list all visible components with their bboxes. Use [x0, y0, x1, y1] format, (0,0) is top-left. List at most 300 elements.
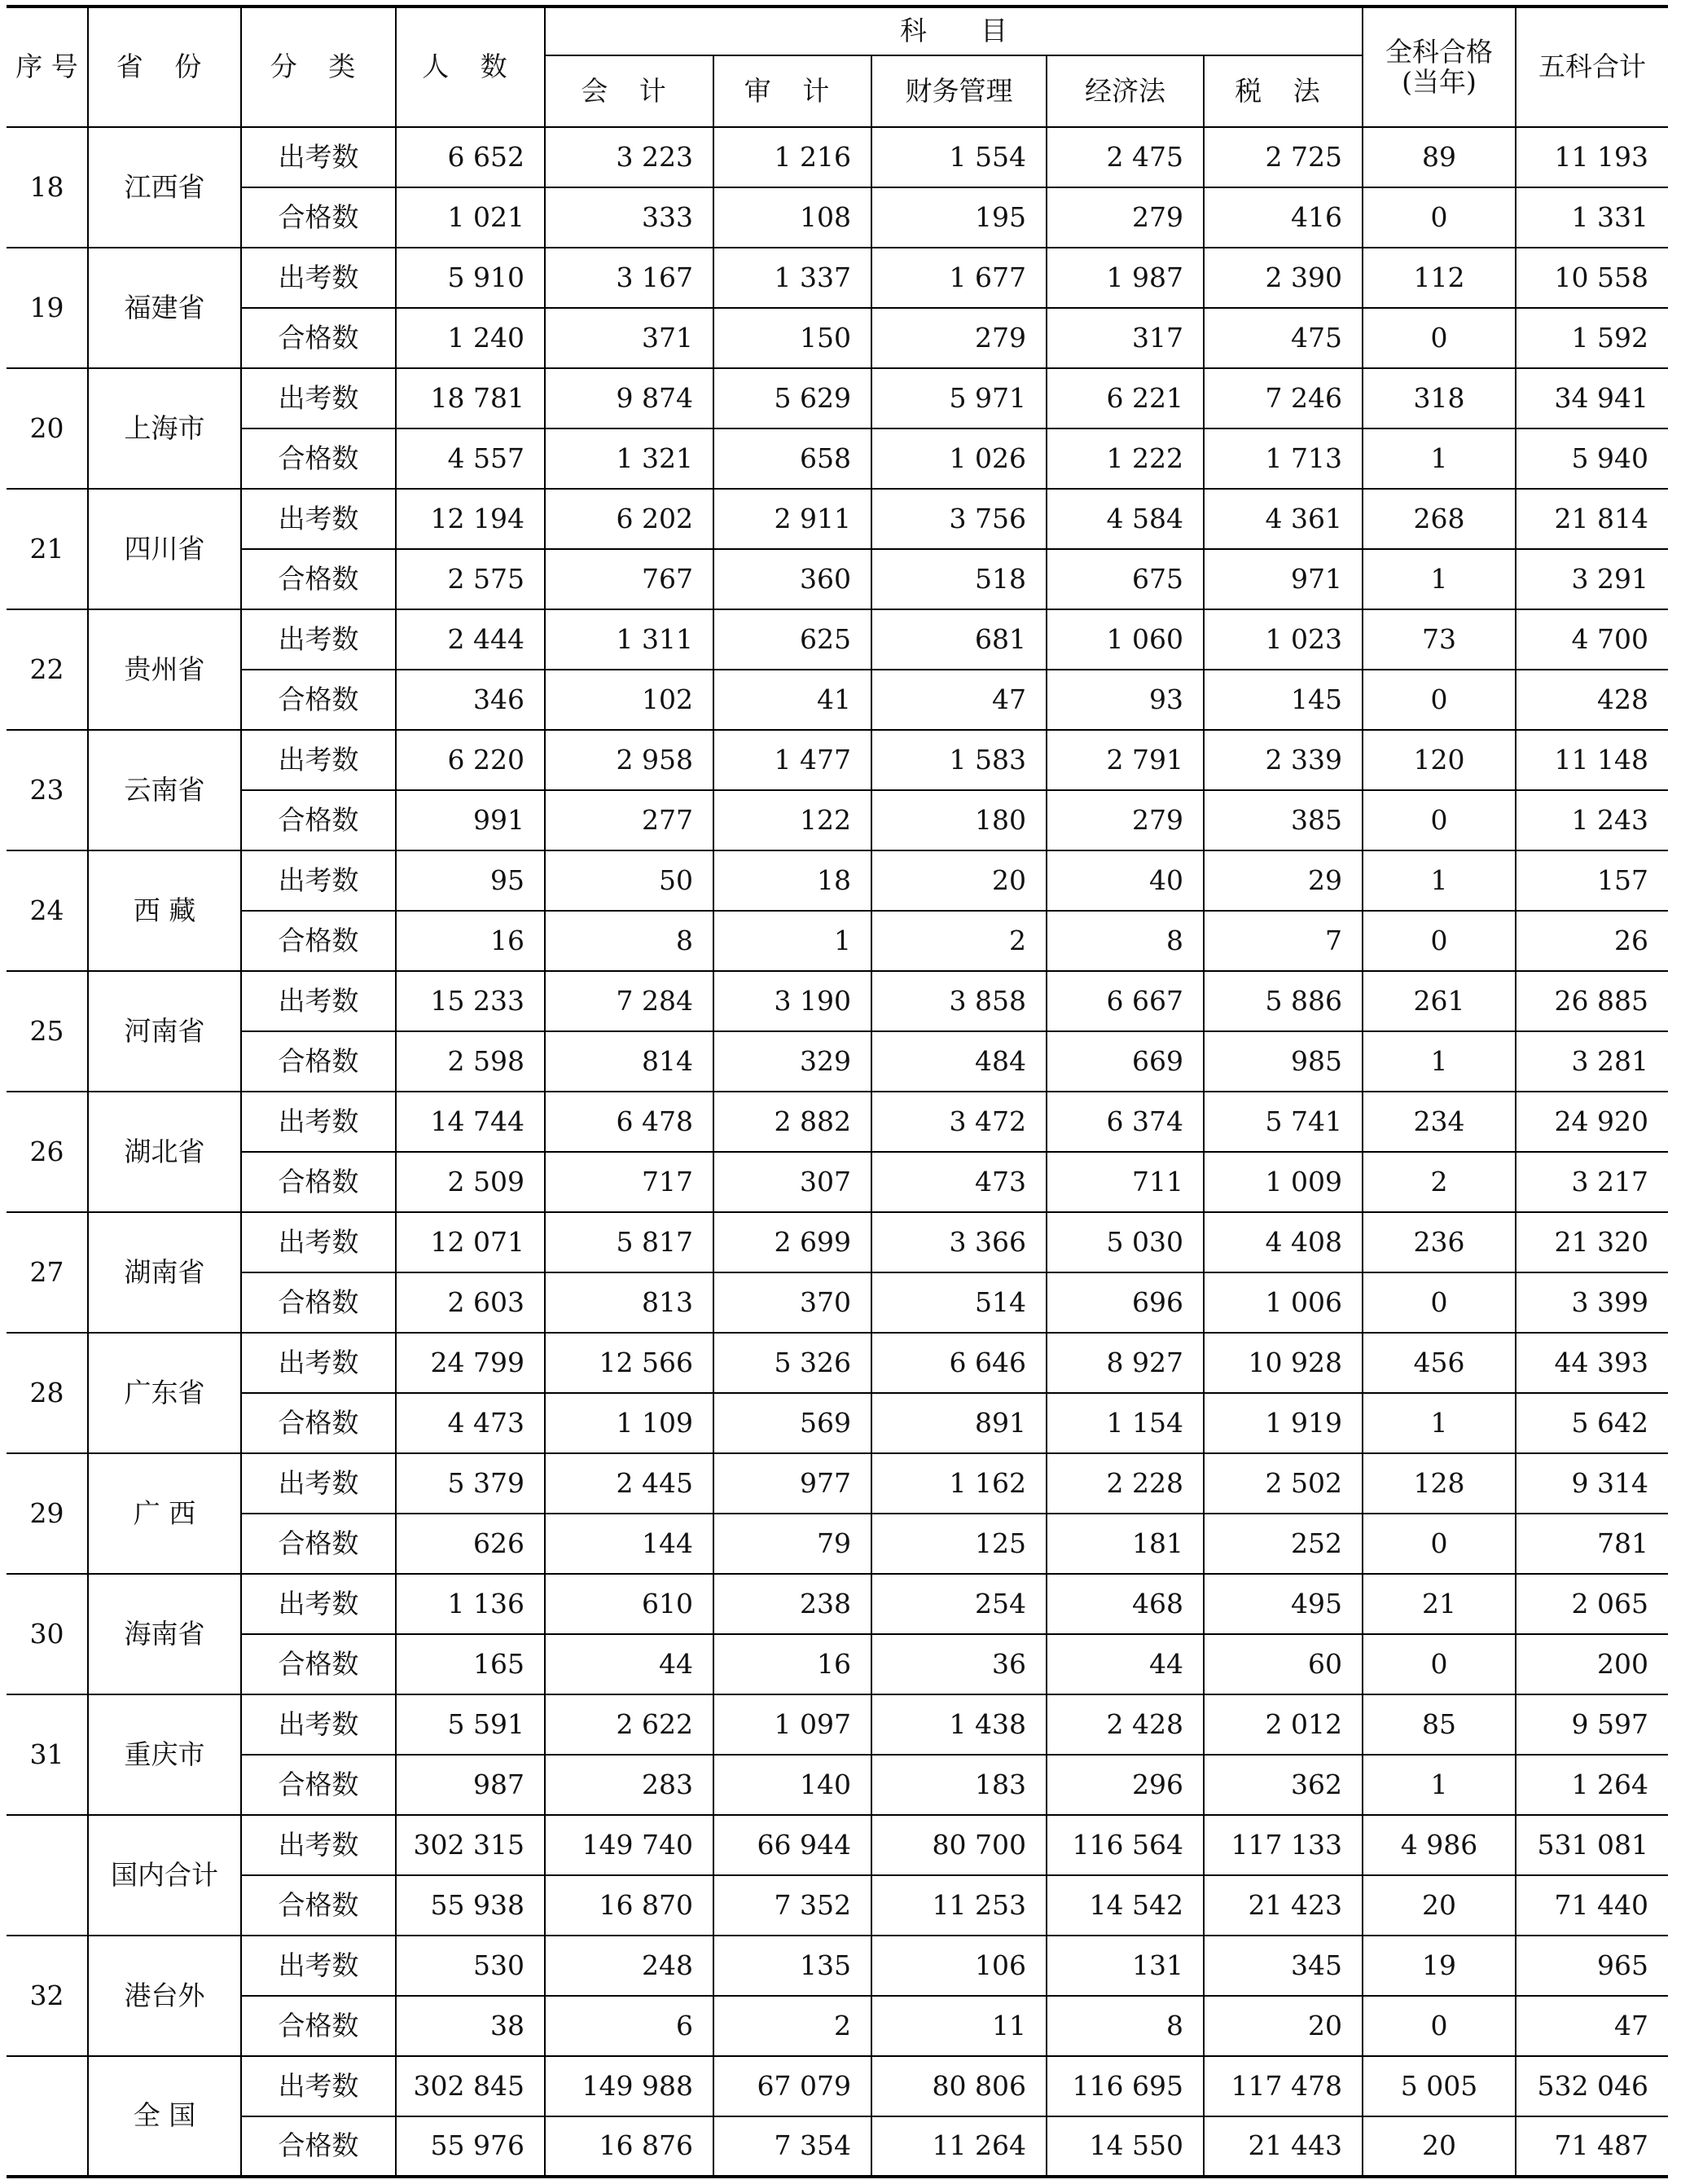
- cell-people-count: 302 315: [396, 1815, 545, 1875]
- cell-five-subject-total: 71 487: [1516, 2116, 1668, 2177]
- cell-economic-law: 2 475: [1047, 127, 1204, 187]
- cell-tax-law: 21 423: [1204, 1875, 1363, 1936]
- cell-financial-management: 80 806: [871, 2056, 1047, 2116]
- table-row: [7, 127, 1668, 187]
- cell-all-pass-count: 1: [1363, 549, 1516, 609]
- cell-economic-law: 1 154: [1047, 1393, 1204, 1453]
- cell-financial-management: 106: [871, 1936, 1047, 1996]
- category-sit-count: 出考数: [241, 971, 396, 1031]
- table-row: [7, 1755, 1668, 1815]
- category-pass-count: 合格数: [241, 187, 396, 248]
- cell-five-subject-total: 3 291: [1516, 549, 1668, 609]
- cell-people-count: 1 136: [396, 1574, 545, 1634]
- cell-economic-law: 14 542: [1047, 1875, 1204, 1936]
- cell-people-count: 24 799: [396, 1333, 545, 1393]
- cell-five-subject-total: 9 597: [1516, 1694, 1668, 1755]
- category-pass-count: 合格数: [241, 2116, 396, 2177]
- cell-audit: 79: [713, 1514, 871, 1574]
- table-row: [7, 1031, 1668, 1092]
- cell-accounting: 149 740: [545, 1815, 713, 1875]
- cell-audit: 977: [713, 1453, 871, 1514]
- cell-people-count: 302 845: [396, 2056, 545, 2116]
- header-subject-accounting: 会 计: [545, 55, 713, 127]
- cell-people-count: 95: [396, 850, 545, 911]
- cell-financial-management: 518: [871, 549, 1047, 609]
- row-seq: 20: [7, 368, 88, 489]
- cell-people-count: 2 444: [396, 609, 545, 670]
- row-seq: 18: [7, 127, 88, 248]
- cell-financial-management: 11 264: [871, 2116, 1047, 2177]
- cell-five-subject-total: 4 700: [1516, 609, 1668, 670]
- cell-all-pass-count: 112: [1363, 248, 1516, 308]
- cell-audit: 18: [713, 850, 871, 911]
- cell-accounting: 5 817: [545, 1212, 713, 1272]
- cell-accounting: 2 622: [545, 1694, 713, 1755]
- header-seq: 序 号: [7, 7, 88, 127]
- cell-audit: 135: [713, 1936, 871, 1996]
- cell-economic-law: 6 221: [1047, 368, 1204, 428]
- cell-economic-law: 44: [1047, 1634, 1204, 1694]
- cell-tax-law: 385: [1204, 790, 1363, 850]
- cell-five-subject-total: 1 331: [1516, 187, 1668, 248]
- row-province: 广东省: [88, 1333, 241, 1453]
- cell-accounting: 6 202: [545, 489, 713, 549]
- cell-tax-law: 475: [1204, 308, 1363, 368]
- cell-audit: 150: [713, 308, 871, 368]
- cell-audit: 307: [713, 1152, 871, 1212]
- cell-economic-law: 279: [1047, 790, 1204, 850]
- cell-economic-law: 696: [1047, 1272, 1204, 1333]
- cell-all-pass-count: 89: [1363, 127, 1516, 187]
- table-row: [7, 248, 1668, 308]
- table-row: [7, 850, 1668, 911]
- cell-tax-law: 21 443: [1204, 2116, 1363, 2177]
- exam-statistics-table: [7, 5, 1668, 2178]
- cell-financial-management: 484: [871, 1031, 1047, 1092]
- row-province: 广 西: [88, 1453, 241, 1574]
- table-row: [7, 1272, 1668, 1333]
- cell-financial-management: 1 026: [871, 428, 1047, 489]
- cell-economic-law: 116 695: [1047, 2056, 1204, 2116]
- row-seq: 24: [7, 850, 88, 971]
- cell-all-pass-count: 128: [1363, 1453, 1516, 1514]
- cell-economic-law: 2 791: [1047, 730, 1204, 790]
- cell-five-subject-total: 532 046: [1516, 2056, 1668, 2116]
- cell-audit: 569: [713, 1393, 871, 1453]
- cell-audit: 5 326: [713, 1333, 871, 1393]
- cell-economic-law: 181: [1047, 1514, 1204, 1574]
- cell-accounting: 610: [545, 1574, 713, 1634]
- cell-audit: 41: [713, 670, 871, 730]
- header-subject-finance: 财务管理: [871, 55, 1047, 127]
- cell-tax-law: 145: [1204, 670, 1363, 730]
- row-seq: 21: [7, 489, 88, 609]
- row-province: 国内合计: [88, 1815, 241, 1936]
- table-row: [7, 1393, 1668, 1453]
- cell-all-pass-count: 1: [1363, 428, 1516, 489]
- cell-audit: 2: [713, 1996, 871, 2056]
- cell-audit: 370: [713, 1272, 871, 1333]
- cell-financial-management: 3 366: [871, 1212, 1047, 1272]
- cell-accounting: 12 566: [545, 1333, 713, 1393]
- cell-financial-management: 681: [871, 609, 1047, 670]
- cell-people-count: 12 194: [396, 489, 545, 549]
- cell-tax-law: 971: [1204, 549, 1363, 609]
- cell-accounting: 6 478: [545, 1092, 713, 1152]
- cell-accounting: 102: [545, 670, 713, 730]
- cell-accounting: 371: [545, 308, 713, 368]
- cell-people-count: 5 379: [396, 1453, 545, 1514]
- cell-all-pass-count: 456: [1363, 1333, 1516, 1393]
- cell-five-subject-total: 44 393: [1516, 1333, 1668, 1393]
- table-row: [7, 1453, 1668, 1514]
- cell-five-subject-total: 5 642: [1516, 1393, 1668, 1453]
- category-sit-count: 出考数: [241, 489, 396, 549]
- cell-all-pass-count: 0: [1363, 1996, 1516, 2056]
- table-row: [7, 1634, 1668, 1694]
- cell-economic-law: 4 584: [1047, 489, 1204, 549]
- row-seq: 28: [7, 1333, 88, 1453]
- cell-tax-law: 7: [1204, 911, 1363, 971]
- cell-financial-management: 1 162: [871, 1453, 1047, 1514]
- cell-audit: 3 190: [713, 971, 871, 1031]
- cell-people-count: 5 591: [396, 1694, 545, 1755]
- category-pass-count: 合格数: [241, 1755, 396, 1815]
- cell-economic-law: 5 030: [1047, 1212, 1204, 1272]
- cell-economic-law: 2 428: [1047, 1694, 1204, 1755]
- category-pass-count: 合格数: [241, 911, 396, 971]
- cell-financial-management: 3 472: [871, 1092, 1047, 1152]
- cell-accounting: 283: [545, 1755, 713, 1815]
- cell-financial-management: 254: [871, 1574, 1047, 1634]
- cell-economic-law: 669: [1047, 1031, 1204, 1092]
- cell-accounting: 44: [545, 1634, 713, 1694]
- cell-audit: 1 337: [713, 248, 871, 308]
- table-row: [7, 428, 1668, 489]
- cell-financial-management: 6 646: [871, 1333, 1047, 1393]
- cell-five-subject-total: 1 264: [1516, 1755, 1668, 1815]
- table-row: [7, 1815, 1668, 1875]
- category-sit-count: 出考数: [241, 1694, 396, 1755]
- category-pass-count: 合格数: [241, 308, 396, 368]
- category-pass-count: 合格数: [241, 549, 396, 609]
- header-subjects-group: 科 目: [545, 7, 1363, 55]
- cell-tax-law: 10 928: [1204, 1333, 1363, 1393]
- cell-accounting: 16 870: [545, 1875, 713, 1936]
- row-province: 湖南省: [88, 1212, 241, 1333]
- category-sit-count: 出考数: [241, 2056, 396, 2116]
- cell-tax-law: 5 886: [1204, 971, 1363, 1031]
- category-sit-count: 出考数: [241, 248, 396, 308]
- cell-financial-management: 11 253: [871, 1875, 1047, 1936]
- cell-all-pass-count: 0: [1363, 1272, 1516, 1333]
- cell-people-count: 55 976: [396, 2116, 545, 2177]
- table-row: [7, 1694, 1668, 1755]
- cell-all-pass-count: 0: [1363, 670, 1516, 730]
- cell-tax-law: 117 478: [1204, 2056, 1363, 2116]
- category-sit-count: 出考数: [241, 1333, 396, 1393]
- cell-accounting: 1 109: [545, 1393, 713, 1453]
- cell-financial-management: 1 438: [871, 1694, 1047, 1755]
- row-seq: 19: [7, 248, 88, 368]
- cell-economic-law: 8: [1047, 911, 1204, 971]
- cell-economic-law: 1 222: [1047, 428, 1204, 489]
- row-seq: 23: [7, 730, 88, 850]
- table-row: [7, 1996, 1668, 2056]
- cell-economic-law: 40: [1047, 850, 1204, 911]
- table-row: [7, 1875, 1668, 1936]
- cell-financial-management: 514: [871, 1272, 1047, 1333]
- category-sit-count: 出考数: [241, 609, 396, 670]
- category-pass-count: 合格数: [241, 790, 396, 850]
- category-sit-count: 出考数: [241, 368, 396, 428]
- cell-all-pass-count: 1: [1363, 1755, 1516, 1815]
- row-province: 湖北省: [88, 1092, 241, 1212]
- cell-all-pass-count: 0: [1363, 1514, 1516, 1574]
- cell-economic-law: 8: [1047, 1996, 1204, 2056]
- cell-tax-law: 5 741: [1204, 1092, 1363, 1152]
- cell-accounting: 3 167: [545, 248, 713, 308]
- row-seq: 31: [7, 1694, 88, 1815]
- cell-all-pass-count: 1: [1363, 1393, 1516, 1453]
- cell-audit: 7 354: [713, 2116, 871, 2177]
- category-sit-count: 出考数: [241, 1092, 396, 1152]
- cell-financial-management: 11: [871, 1996, 1047, 2056]
- cell-audit: 1 216: [713, 127, 871, 187]
- cell-five-subject-total: 157: [1516, 850, 1668, 911]
- table-row: [7, 790, 1668, 850]
- cell-people-count: 16: [396, 911, 545, 971]
- cell-five-subject-total: 9 314: [1516, 1453, 1668, 1514]
- cell-audit: 2 699: [713, 1212, 871, 1272]
- cell-audit: 1 097: [713, 1694, 871, 1755]
- row-seq: [7, 1815, 88, 1936]
- table-row: [7, 187, 1668, 248]
- cell-economic-law: 14 550: [1047, 2116, 1204, 2177]
- cell-five-subject-total: 3 217: [1516, 1152, 1668, 1212]
- cell-all-pass-count: 0: [1363, 187, 1516, 248]
- cell-all-pass-count: 73: [1363, 609, 1516, 670]
- cell-people-count: 2 575: [396, 549, 545, 609]
- cell-people-count: 346: [396, 670, 545, 730]
- row-province: 西 藏: [88, 850, 241, 971]
- category-pass-count: 合格数: [241, 670, 396, 730]
- table-row: [7, 2116, 1668, 2177]
- cell-five-subject-total: 71 440: [1516, 1875, 1668, 1936]
- cell-all-pass-count: 1: [1363, 850, 1516, 911]
- row-seq: 27: [7, 1212, 88, 1333]
- cell-economic-law: 317: [1047, 308, 1204, 368]
- cell-tax-law: 117 133: [1204, 1815, 1363, 1875]
- category-pass-count: 合格数: [241, 428, 396, 489]
- cell-tax-law: 1 009: [1204, 1152, 1363, 1212]
- cell-all-pass-count: 120: [1363, 730, 1516, 790]
- table-row: [7, 1152, 1668, 1212]
- cell-five-subject-total: 5 940: [1516, 428, 1668, 489]
- cell-audit: 122: [713, 790, 871, 850]
- cell-five-subject-total: 26 885: [1516, 971, 1668, 1031]
- table-header: [7, 7, 1668, 127]
- table-row: [7, 489, 1668, 549]
- cell-financial-management: 47: [871, 670, 1047, 730]
- row-seq: 25: [7, 971, 88, 1092]
- table-row: [7, 549, 1668, 609]
- category-pass-count: 合格数: [241, 1634, 396, 1694]
- cell-all-pass-count: 20: [1363, 1875, 1516, 1936]
- cell-economic-law: 93: [1047, 670, 1204, 730]
- cell-people-count: 38: [396, 1996, 545, 2056]
- cell-financial-management: 1 583: [871, 730, 1047, 790]
- cell-accounting: 9 874: [545, 368, 713, 428]
- cell-people-count: 2 598: [396, 1031, 545, 1092]
- cell-financial-management: 3 858: [871, 971, 1047, 1031]
- cell-accounting: 2 445: [545, 1453, 713, 1514]
- cell-financial-management: 1 554: [871, 127, 1047, 187]
- table-row: [7, 368, 1668, 428]
- cell-five-subject-total: 3 399: [1516, 1272, 1668, 1333]
- table-row: [7, 1333, 1668, 1393]
- cell-five-subject-total: 781: [1516, 1514, 1668, 1574]
- cell-audit: 5 629: [713, 368, 871, 428]
- cell-financial-management: 3 756: [871, 489, 1047, 549]
- cell-tax-law: 495: [1204, 1574, 1363, 1634]
- cell-tax-law: 1 713: [1204, 428, 1363, 489]
- cell-audit: 16: [713, 1634, 871, 1694]
- category-pass-count: 合格数: [241, 1996, 396, 2056]
- row-seq: 26: [7, 1092, 88, 1212]
- cell-tax-law: 4 361: [1204, 489, 1363, 549]
- category-pass-count: 合格数: [241, 1152, 396, 1212]
- cell-all-pass-count: 318: [1363, 368, 1516, 428]
- category-sit-count: 出考数: [241, 1453, 396, 1514]
- cell-accounting: 50: [545, 850, 713, 911]
- cell-all-pass-count: 85: [1363, 1694, 1516, 1755]
- table-row: [7, 308, 1668, 368]
- cell-five-subject-total: 3 281: [1516, 1031, 1668, 1092]
- category-sit-count: 出考数: [241, 1212, 396, 1272]
- cell-all-pass-count: 19: [1363, 1936, 1516, 1996]
- cell-tax-law: 1 919: [1204, 1393, 1363, 1453]
- row-province: 港台外: [88, 1936, 241, 2056]
- cell-all-pass-count: 261: [1363, 971, 1516, 1031]
- cell-accounting: 814: [545, 1031, 713, 1092]
- table-row: [7, 1092, 1668, 1152]
- header-category: 分 类: [241, 7, 396, 127]
- category-sit-count: 出考数: [241, 850, 396, 911]
- cell-economic-law: 1 060: [1047, 609, 1204, 670]
- cell-audit: 66 944: [713, 1815, 871, 1875]
- header-people: 人 数: [396, 7, 545, 127]
- cell-five-subject-total: 1 243: [1516, 790, 1668, 850]
- header-subject-audit: 审 计: [713, 55, 871, 127]
- cell-tax-law: 4 408: [1204, 1212, 1363, 1272]
- cell-accounting: 1 311: [545, 609, 713, 670]
- cell-accounting: 6: [545, 1996, 713, 2056]
- cell-tax-law: 2 390: [1204, 248, 1363, 308]
- cell-tax-law: 7 246: [1204, 368, 1363, 428]
- header-subject-economic-law: 经济法: [1047, 55, 1204, 127]
- cell-five-subject-total: 24 920: [1516, 1092, 1668, 1152]
- cell-all-pass-count: 4 986: [1363, 1815, 1516, 1875]
- cell-economic-law: 6 667: [1047, 971, 1204, 1031]
- cell-people-count: 55 938: [396, 1875, 545, 1936]
- category-pass-count: 合格数: [241, 1875, 396, 1936]
- cell-audit: 329: [713, 1031, 871, 1092]
- cell-people-count: 2 509: [396, 1152, 545, 1212]
- row-province: 福建省: [88, 248, 241, 368]
- table-body: [7, 127, 1668, 2177]
- cell-five-subject-total: 200: [1516, 1634, 1668, 1694]
- cell-all-pass-count: 234: [1363, 1092, 1516, 1152]
- cell-audit: 108: [713, 187, 871, 248]
- category-pass-count: 合格数: [241, 1272, 396, 1333]
- header-subject-tax-law: 税 法: [1204, 55, 1363, 127]
- cell-people-count: 4 473: [396, 1393, 545, 1453]
- cell-tax-law: 1 006: [1204, 1272, 1363, 1333]
- cell-people-count: 14 744: [396, 1092, 545, 1152]
- cell-accounting: 813: [545, 1272, 713, 1333]
- cell-five-subject-total: 2 065: [1516, 1574, 1668, 1634]
- cell-audit: 238: [713, 1574, 871, 1634]
- cell-audit: 1: [713, 911, 871, 971]
- cell-economic-law: 8 927: [1047, 1333, 1204, 1393]
- cell-audit: 2 882: [713, 1092, 871, 1152]
- cell-financial-management: 183: [871, 1755, 1047, 1815]
- cell-accounting: 144: [545, 1514, 713, 1574]
- row-seq: 29: [7, 1453, 88, 1574]
- cell-five-subject-total: 11 193: [1516, 127, 1668, 187]
- cell-accounting: 767: [545, 549, 713, 609]
- cell-all-pass-count: 0: [1363, 308, 1516, 368]
- table-row: [7, 730, 1668, 790]
- cell-accounting: 1 321: [545, 428, 713, 489]
- cell-tax-law: 985: [1204, 1031, 1363, 1092]
- header-all-pass: 全科合格 (当年): [1363, 7, 1516, 127]
- cell-financial-management: 279: [871, 308, 1047, 368]
- row-province: 江西省: [88, 127, 241, 248]
- row-province: 河南省: [88, 971, 241, 1092]
- cell-all-pass-count: 236: [1363, 1212, 1516, 1272]
- cell-people-count: 626: [396, 1514, 545, 1574]
- category-pass-count: 合格数: [241, 1031, 396, 1092]
- cell-all-pass-count: 0: [1363, 911, 1516, 971]
- cell-tax-law: 2 012: [1204, 1694, 1363, 1755]
- table-row: [7, 911, 1668, 971]
- cell-financial-management: 2: [871, 911, 1047, 971]
- cell-accounting: 333: [545, 187, 713, 248]
- row-province: 海南省: [88, 1574, 241, 1694]
- cell-people-count: 4 557: [396, 428, 545, 489]
- cell-accounting: 8: [545, 911, 713, 971]
- cell-five-subject-total: 965: [1516, 1936, 1668, 1996]
- row-seq: 22: [7, 609, 88, 730]
- cell-audit: 658: [713, 428, 871, 489]
- category-sit-count: 出考数: [241, 730, 396, 790]
- cell-accounting: 277: [545, 790, 713, 850]
- cell-accounting: 7 284: [545, 971, 713, 1031]
- cell-all-pass-count: 1: [1363, 1031, 1516, 1092]
- cell-audit: 1 477: [713, 730, 871, 790]
- cell-economic-law: 131: [1047, 1936, 1204, 1996]
- cell-all-pass-count: 2: [1363, 1152, 1516, 1212]
- cell-tax-law: 345: [1204, 1936, 1363, 1996]
- cell-accounting: 3 223: [545, 127, 713, 187]
- category-sit-count: 出考数: [241, 127, 396, 187]
- cell-economic-law: 279: [1047, 187, 1204, 248]
- row-seq: 30: [7, 1574, 88, 1694]
- cell-five-subject-total: 26: [1516, 911, 1668, 971]
- cell-people-count: 1 240: [396, 308, 545, 368]
